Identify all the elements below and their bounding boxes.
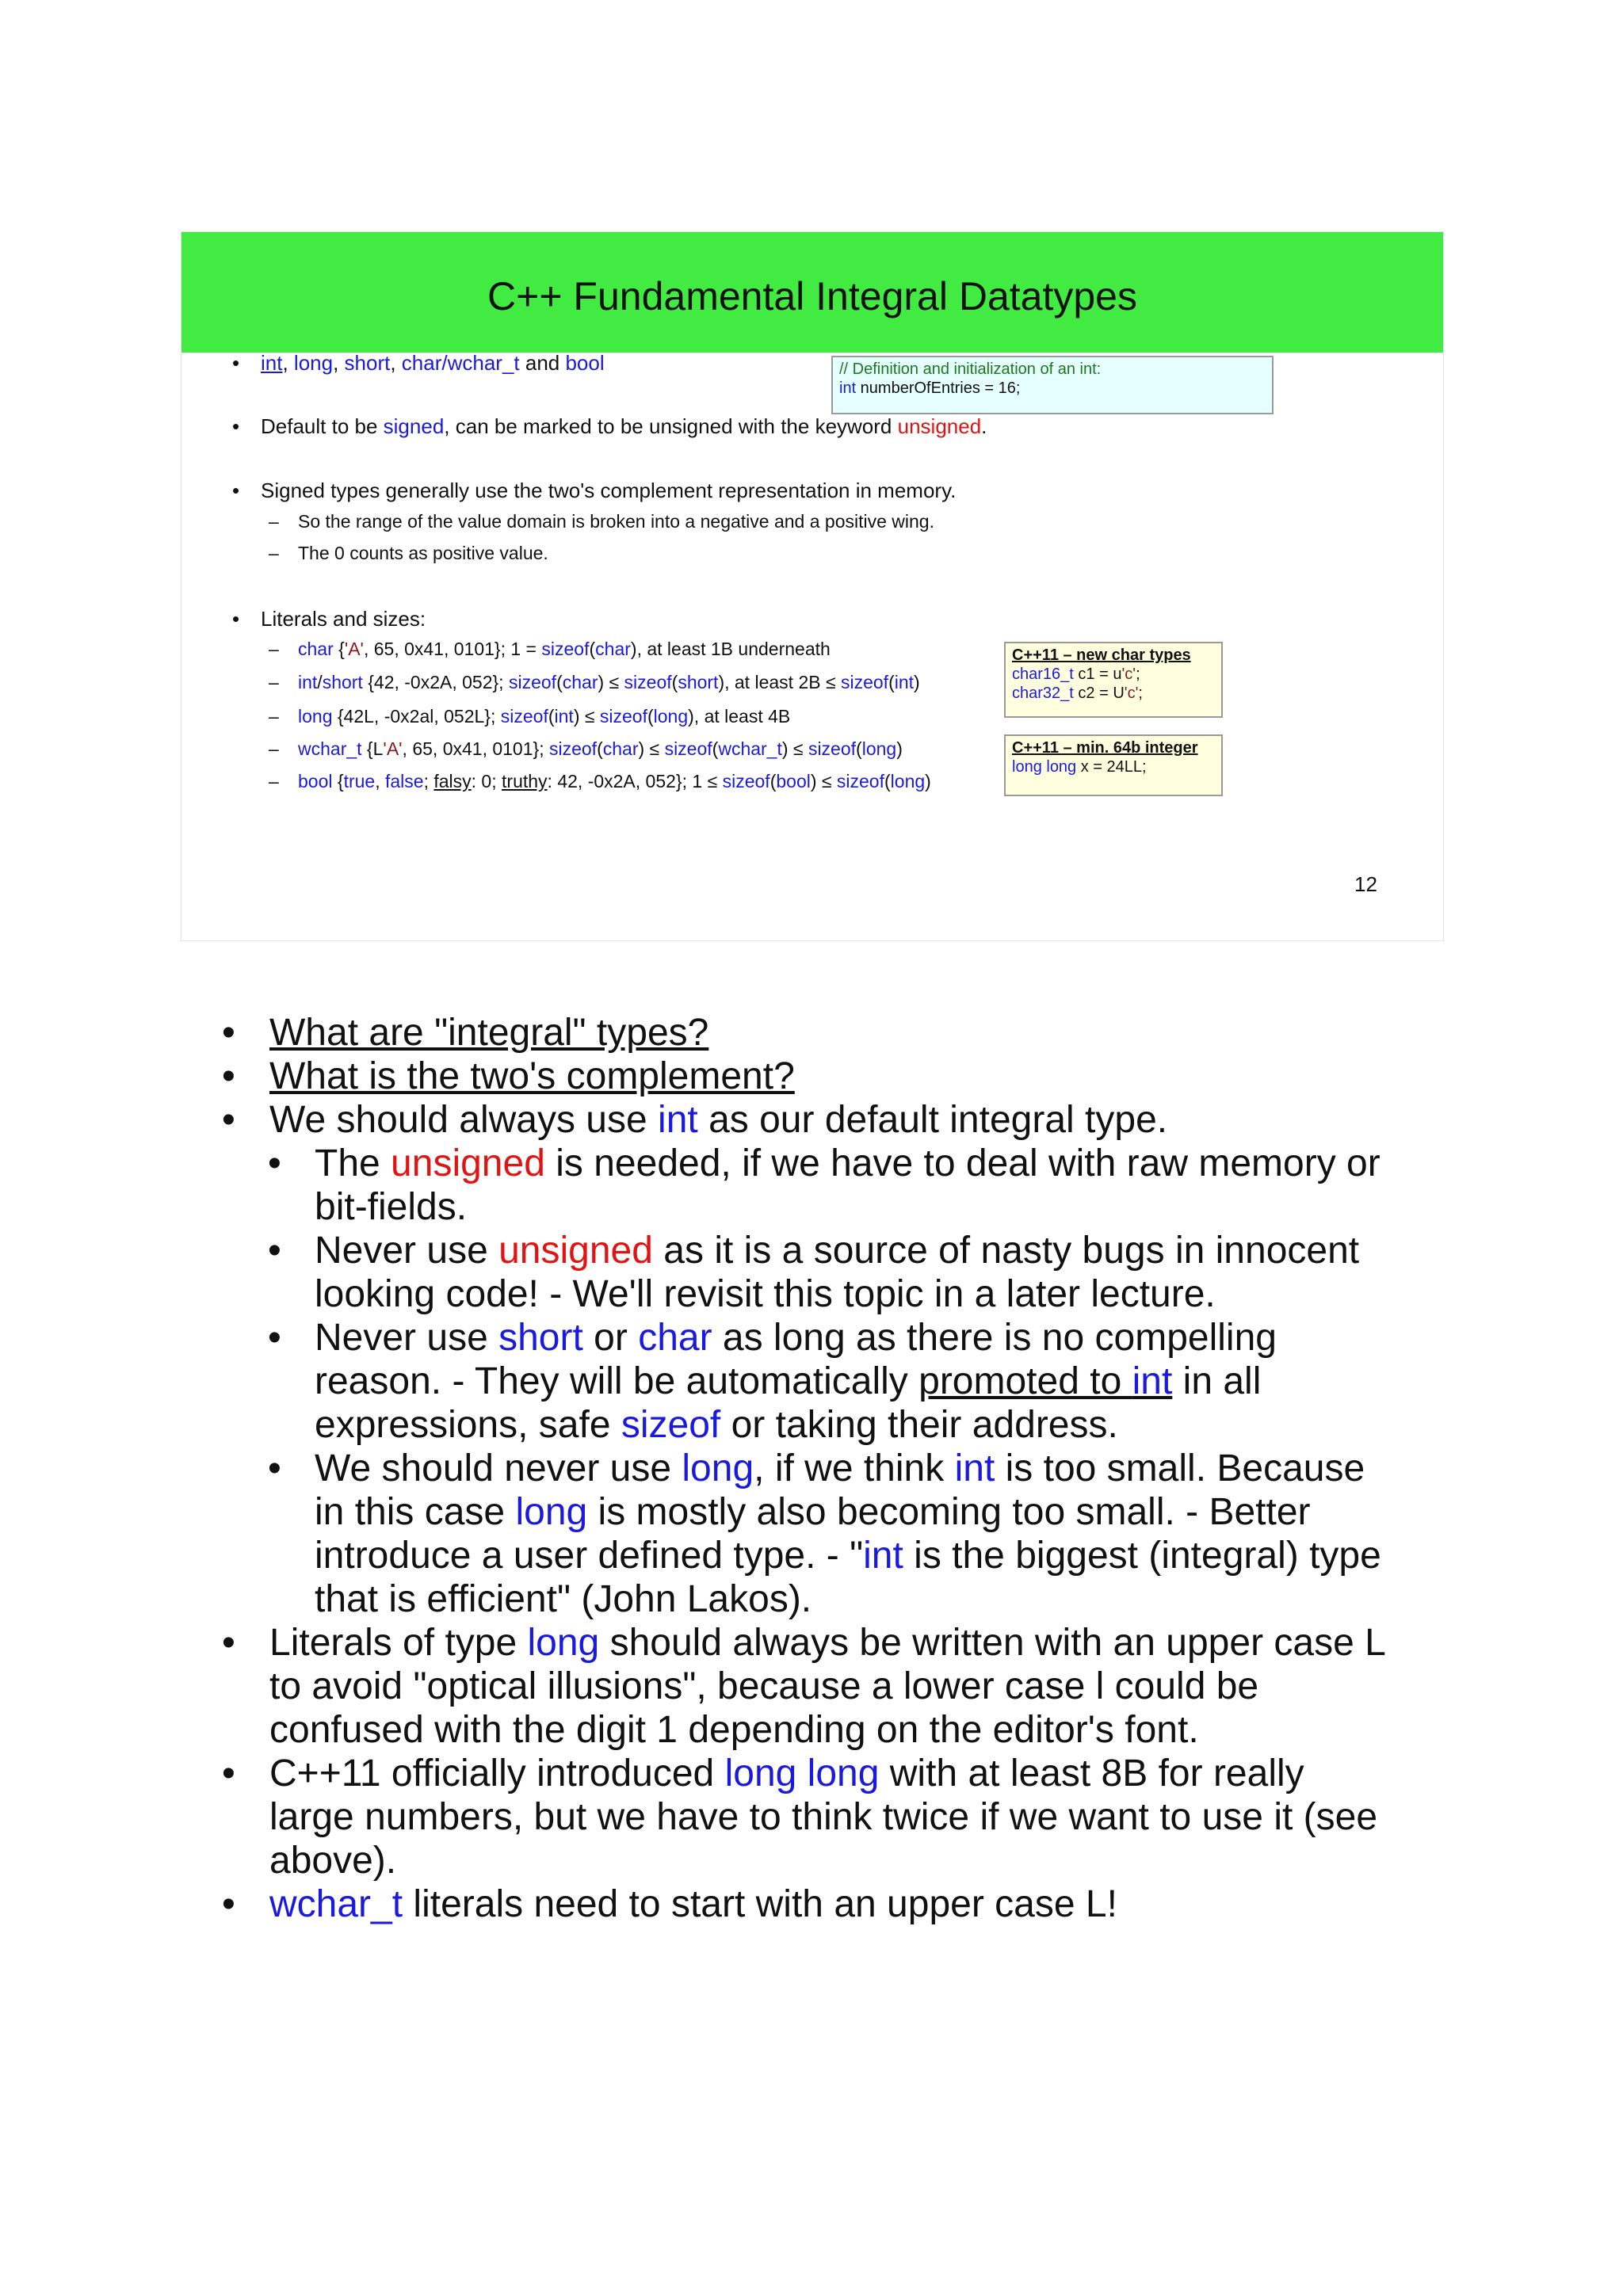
bullet-dot: •: [232, 607, 240, 631]
note-unsigned-raw-memory: The unsigned is needed, if we have to deal with raw memory or: [315, 1142, 1381, 1184]
cpp11-long-long-box: C++11 – min. 64b integer long long x = 24LL;: [1004, 734, 1223, 796]
note-bullet-dot: •: [222, 1883, 235, 1925]
slide-bullet-signed: Default to be signed, can be marked to be unsigned with the keyword unsigned.: [261, 414, 987, 438]
literal-long: long {42L, -0x2al, 052L}; sizeof(int) ≤ sizeof(long), at least 4B: [298, 706, 791, 727]
note-bullet-dot: •: [222, 1099, 235, 1141]
literal-wchar: wchar_t {L'A', 65, 0x41, 0101}; sizeof(char) ≤ sizeof(wchar_t) ≤ sizeof(long): [298, 738, 903, 759]
note-long-long-cont2: above).: [269, 1840, 397, 1882]
note-never-long-cont: in this case long is mostly also becoming too small. - Better: [315, 1491, 1311, 1533]
literal-short: int/short {42, -0x2A, 052}; sizeof(char) ≤ sizeof(short), at least 2B ≤ sizeof(int): [298, 672, 920, 692]
note-bullet-dot: •: [222, 1622, 235, 1664]
note-never-unsigned-cont: looking code! - We'll revisit this topic in a later lecture.: [315, 1273, 1216, 1315]
slide-sub-zero: The 0 counts as positive value.: [298, 543, 548, 563]
note-never-long-cont2: introduce a user defined type. - "int is the biggest (integral) type: [315, 1535, 1381, 1577]
note-wchar-literals: wchar_t literals need to start with an upper case L!: [269, 1883, 1117, 1925]
note-long-long-cont: large numbers, but we have to think twice if we want to use it (see: [269, 1796, 1378, 1838]
char-box-title: C++11 – new char types: [1012, 646, 1191, 664]
slide-sub-range: So the range of the value domain is broken into a negative and a positive wing.: [298, 511, 934, 532]
note-default-int: We should always use int as our default integral type.: [269, 1099, 1168, 1141]
note-sub-bullet-dot: •: [268, 1317, 281, 1359]
kw-int: int: [261, 351, 283, 375]
literal-bool: bool {true, false; falsy: 0; truthy: 42, -0x2A, 052}; 1 ≤ sizeof(bool) ≤ sizeof(long): [298, 771, 931, 791]
note-link-promoted-to-int[interactable]: promoted to int: [918, 1360, 1173, 1402]
bullet-dot: •: [232, 414, 240, 438]
note-long-literals: Literals of type long should always be written with an upper case L: [269, 1622, 1386, 1664]
note-link-integral-types[interactable]: What are "integral" types?: [269, 1012, 709, 1054]
note-bullet-dot: •: [222, 1055, 235, 1097]
slide: C++ Fundamental Integral Datatypes • int, long, short, char/wchar_t and bool // Definition and initialization of an int: int numberOfEntries = 16; • Default to be signed, can be marked to be unsigned with the keyword unsigned. • Signed types generally use the two's complement representation in memory. – So the range of the value domain is broken into a negative and a positive wing. – The 0 counts as positive value. • Literals and sizes: – char {'A', 65, 0x41, 0101}; 1 = sizeof(char), at least 1B underneath – int/short {42, -0x2A, 052}; sizeof(char) ≤ sizeof(short), at least 2B ≤ sizeof(int) – long {42L, -0x2al, 052L}; sizeof(int) ≤ sizeof(long), at least 4B – wchar_t {L'A', 65, 0x41, 0101}; sizeof(char) ≤ sizeof(wchar_t) ≤ sizeof(long) – bool {true, false; falsy: 0; truthy: 42, -0x2A, 052}; 1 ≤ sizeof(bool) ≤ sizeof(long) C++11 – new char types char16_t c1 = u'c'; char32_t c2 = U'c'; C++11 – min. 64b integer long long x = 24LL; 12: [181, 231, 1444, 941]
code-line: int numberOfEntries = 16;: [839, 379, 1021, 397]
note-short-char-cont2: expressions, safe sizeof or taking their address.: [315, 1404, 1118, 1446]
bullet-dot: •: [232, 351, 240, 375]
note-short-char: Never use short or char as long as there is no compelling: [315, 1317, 1277, 1359]
code-example-box: [831, 356, 1274, 414]
note-bullet-dot: •: [222, 1012, 235, 1054]
slide-bullet-types: int, long, short, char/wchar_t and bool: [261, 351, 605, 375]
ll-box-title: C++11 – min. 64b integer: [1012, 739, 1198, 757]
code-comment: // Definition and initialization of an int:: [839, 360, 1102, 378]
slide-header: [181, 232, 1443, 353]
note-long-long: C++11 officially introduced long long with at least 8B for really: [269, 1753, 1304, 1794]
note-sub-bullet-dot: •: [268, 1447, 281, 1489]
note-long-literals-cont2: confused with the digit 1 depending on the editor's font.: [269, 1709, 1199, 1751]
slide-bullet-literals: Literals and sizes:: [261, 607, 426, 631]
slide-title: C++ Fundamental Integral Datatypes: [487, 274, 1137, 318]
note-sub-bullet-dot: •: [268, 1230, 281, 1272]
note-unsigned-raw-memory-cont: bit-fields.: [315, 1186, 468, 1228]
bullet-dot: •: [232, 479, 240, 502]
note-never-unsigned: Never use unsigned as it is a source of nasty bugs in innocent: [315, 1230, 1360, 1272]
note-never-long-cont3: that is efficient" (John Lakos).: [315, 1578, 812, 1620]
literal-char: char {'A', 65, 0x41, 0101}; 1 = sizeof(char), at least 1B underneath: [298, 639, 831, 659]
note-short-char-cont: reason. - They will be automatically promoted to int in all: [315, 1360, 1262, 1402]
slide-bullet-twos-complement: Signed types generally use the two's complement representation in memory.: [261, 479, 957, 502]
cpp11-char-types-box: C++11 – new char types char16_t c1 = u'c'; char32_t c2 = U'c';: [1004, 642, 1223, 718]
slide-page-number: 12: [1354, 872, 1377, 896]
note-long-literals-cont: to avoid "optical illusions", because a lower case l could be: [269, 1665, 1259, 1707]
note-bullet-dot: •: [222, 1753, 235, 1794]
note-sub-bullet-dot: •: [268, 1142, 281, 1184]
note-never-long: We should never use long, if we think int is too small. Because: [315, 1447, 1365, 1489]
note-link-twos-complement[interactable]: What is the two's complement?: [269, 1055, 795, 1097]
